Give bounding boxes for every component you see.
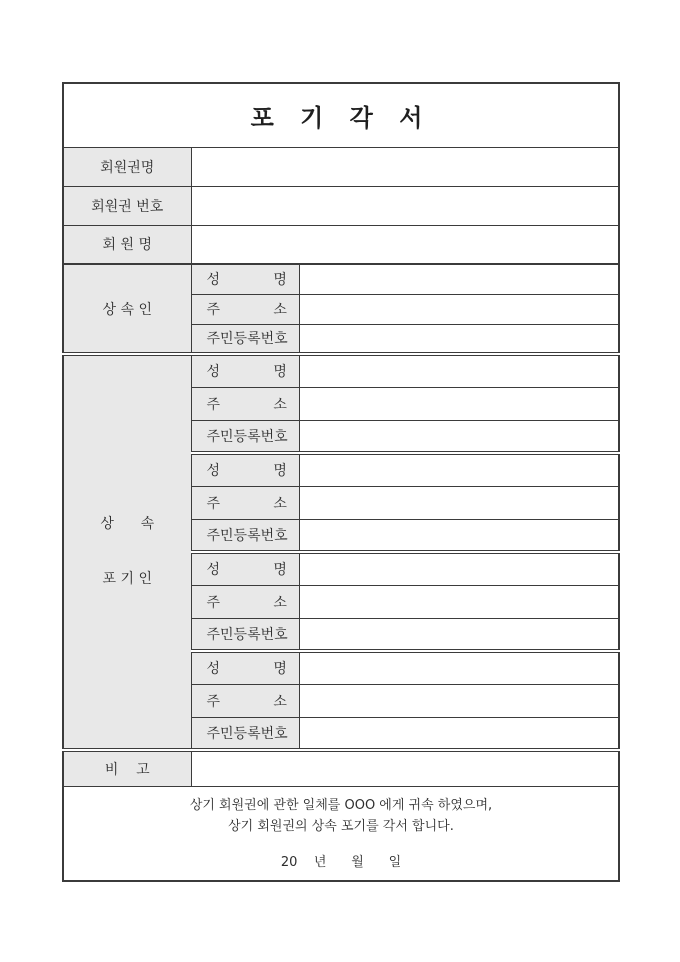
- renouncer-g4-name-value: [299, 651, 619, 684]
- footer-statement-line1: 상기 회원권에 관한 일체를 OOO 에게 귀속 하였으며,: [189, 797, 493, 813]
- waiver-form-table: [62, 82, 620, 882]
- membership-number-value: [191, 186, 619, 225]
- footer-statement-cell: [63, 786, 619, 881]
- footer-date-line: 20 년 월 일: [280, 854, 402, 870]
- renouncer-g2-rrn-value: [299, 519, 619, 552]
- renouncer-g1-rrn-value: [299, 420, 619, 453]
- renouncer-section-label: [63, 354, 191, 750]
- renouncer-g4-rrn-value: [299, 717, 619, 750]
- heir-rrn-label: 주민등록번호: [191, 324, 299, 354]
- renouncer-g3-rrn-label: 주민등록번호: [191, 618, 299, 651]
- renouncer-g2-name-label: 성 명: [191, 453, 299, 486]
- heir-rrn-value: [299, 324, 619, 354]
- renouncer-g3-rrn-value: [299, 618, 619, 651]
- heir-address-label: 주 소: [191, 294, 299, 324]
- renouncer-section-label-line2: 포 기 인: [102, 571, 152, 587]
- renouncer-g2-address-value: [299, 486, 619, 519]
- heir-name-value: [299, 264, 619, 294]
- footer-statement-line2: 상기 회원권의 상속 포기를 각서 합니다.: [228, 818, 454, 834]
- renouncer-g3-name-value: [299, 552, 619, 585]
- form-title: 포 기 각 서: [63, 83, 619, 147]
- heir-name-label: 성 명: [191, 264, 299, 294]
- heir-section-label: 상 속 인: [63, 264, 191, 354]
- renouncer-g2-rrn-label: 주민등록번호: [191, 519, 299, 552]
- renouncer-section-label-line1: 상 속: [100, 516, 155, 532]
- renouncer-g1-address-value: [299, 387, 619, 420]
- membership-name-value: [191, 147, 619, 186]
- member-name-value: [191, 225, 619, 264]
- renouncer-g1-address-label: 주 소: [191, 387, 299, 420]
- renouncer-g4-rrn-label: 주민등록번호: [191, 717, 299, 750]
- member-name-label: 회 원 명: [63, 225, 191, 264]
- renouncer-g3-address-value: [299, 585, 619, 618]
- renouncer-g1-rrn-label: 주민등록번호: [191, 420, 299, 453]
- renouncer-g1-name-label: 성 명: [191, 354, 299, 387]
- renouncer-g2-name-value: [299, 453, 619, 486]
- renouncer-g4-address-label: 주 소: [191, 684, 299, 717]
- renouncer-g3-name-label: 성 명: [191, 552, 299, 585]
- membership-name-label: 회원권명: [63, 147, 191, 186]
- renouncer-g3-address-label: 주 소: [191, 585, 299, 618]
- renouncer-g4-address-value: [299, 684, 619, 717]
- membership-number-label: 회원권 번호: [63, 186, 191, 225]
- remarks-value: [191, 750, 619, 786]
- heir-address-value: [299, 294, 619, 324]
- renouncer-g2-address-label: 주 소: [191, 486, 299, 519]
- remarks-label: 비 고: [63, 750, 191, 786]
- renouncer-g4-name-label: 성 명: [191, 651, 299, 684]
- renouncer-g1-name-value: [299, 354, 619, 387]
